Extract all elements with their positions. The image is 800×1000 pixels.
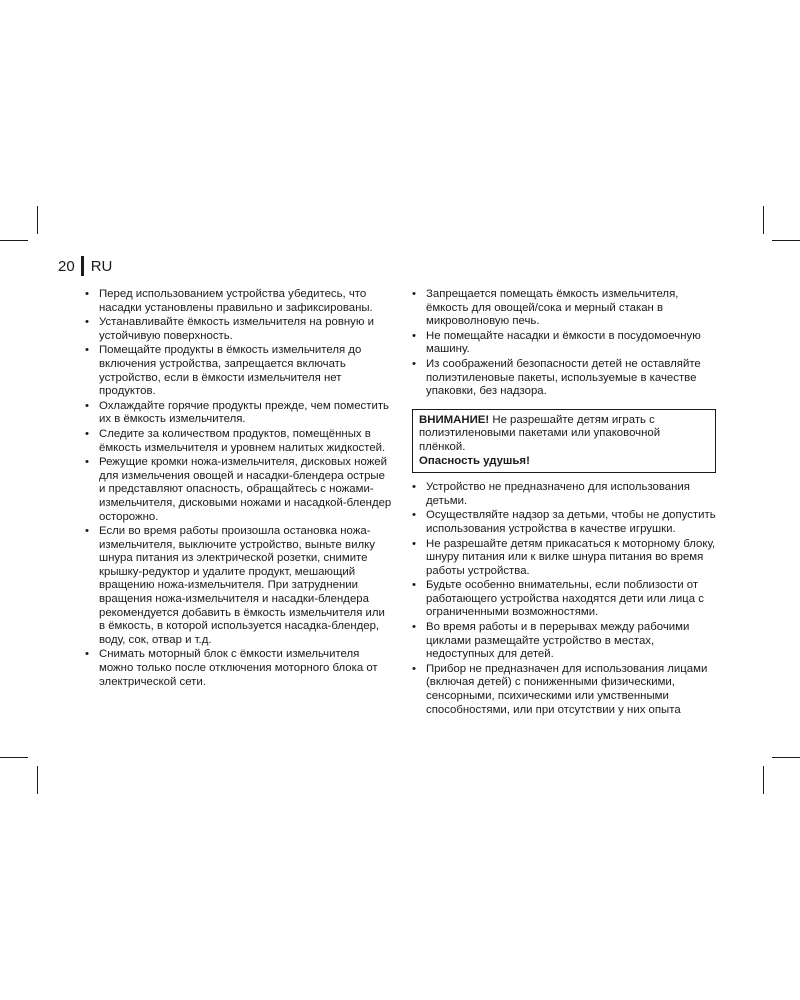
list-item: • Снимать моторный блок с ёмкости измельчителя можно только после отключения моторного блока от электрической сети. bbox=[85, 648, 393, 689]
list-item: • Следите за количеством продуктов, помещённых в ёмкость измельчителя и уровнем налитых жидкостей. bbox=[85, 428, 393, 455]
page-header bbox=[58, 256, 112, 276]
list-item: • Из соображений безопасности детей не оставляйте полиэтиленовые пакеты, используемые в качестве упаковки, без надзора. bbox=[412, 358, 716, 399]
crop-mark-top-right-vertical bbox=[763, 206, 764, 234]
list-item: • Запрещается помещать ёмкость измельчителя, ёмкость для овощей/сока и мерный стакан в микроволновую печь. bbox=[412, 288, 716, 329]
list-item: • Перед использованием устройства убедитесь, что насадки установлены правильно и зафиксированы. bbox=[85, 288, 393, 315]
warning-label: ВНИМАНИЕ! bbox=[419, 413, 490, 426]
right-bullet-list-top bbox=[412, 288, 716, 399]
list-item: • Во время работы и в перерывах между рабочими циклами размещайте устройство в местах, недоступных для детей. bbox=[412, 621, 716, 662]
list-item: • Будьте особенно внимательны, если поблизости от работающего устройства находятся дети или лица с ограниченными возможностями. bbox=[412, 579, 716, 620]
right-bullet-list-bottom bbox=[412, 481, 716, 717]
language-code: RU bbox=[90, 257, 113, 275]
crop-mark-top-left-vertical bbox=[37, 206, 38, 234]
crop-mark-bottom-right-horizontal bbox=[772, 757, 800, 758]
warning-box bbox=[412, 409, 716, 473]
list-item: • Устанавливайте ёмкость измельчителя на ровную и устойчивую поверхность. bbox=[85, 316, 393, 343]
header-divider bbox=[81, 256, 84, 276]
crop-mark-bottom-right-vertical bbox=[763, 766, 764, 794]
list-item: • Охлаждайте горячие продукты прежде, чем поместить их в ёмкость измельчителя. bbox=[85, 400, 393, 427]
list-item: • Помещайте продукты в ёмкость измельчителя до включения устройства, запрещается включать устройство, если в ёмкости измельчителя нет продуктов. bbox=[85, 344, 393, 398]
page-number: 20 bbox=[58, 257, 75, 275]
list-item: • Осуществляйте надзор за детьми, чтобы не допустить использования устройства в качестве игрушки. bbox=[412, 509, 716, 536]
left-column bbox=[85, 288, 393, 690]
warning-danger: Опасность удушья! bbox=[419, 454, 530, 467]
list-item: • Режущие кромки ножа-измельчителя, дисковых ножей для измельчения овощей и насадки-блендера острые и представляют опасность, обращайтесь с ножами-измельчителя, дисковыми ножами и насадкой-блендер осторожно. bbox=[85, 456, 393, 524]
list-item: • Если во время работы произошла остановка ножа-измельчителя, выключите устройство, выньте вилку шнура питания из электрической розетки, снимите крышку-редуктор и удалите продукт, мешающий вращению ножа-измельчителя. При затруднении вращения ножа-измельчителя и насадки-блендера рекомендуется добавить в ёмкость измельчителя или в ёмкость, в которой используется насадка-блендер, воду, сок, отвар и т.д. bbox=[85, 525, 393, 647]
list-item: • Не помещайте насадки и ёмкости в посудомоечную машину. bbox=[412, 330, 716, 357]
list-item: • Не разрешайте детям прикасаться к моторному блоку, шнуру питания или к вилке шнура питания во время работы устройства. bbox=[412, 538, 716, 579]
right-column bbox=[412, 288, 716, 718]
warning-text: Не разрешайте детям играть с полиэтиленовыми пакетами или упаковочной плёнкой. bbox=[419, 413, 661, 453]
crop-mark-bottom-left-vertical bbox=[37, 766, 38, 794]
crop-mark-top-left-horizontal bbox=[0, 240, 28, 241]
list-item: • Устройство не предназначено для использования детьми. bbox=[412, 481, 716, 508]
list-item: • Прибор не предназначен для использования лицами (включая детей) с пониженными физическими, сенсорными, психическими или умственными способностями, или при отсутствии у них опыта bbox=[412, 663, 716, 717]
left-bullet-list bbox=[85, 288, 393, 689]
crop-mark-top-right-horizontal bbox=[772, 240, 800, 241]
crop-mark-bottom-left-horizontal bbox=[0, 757, 28, 758]
